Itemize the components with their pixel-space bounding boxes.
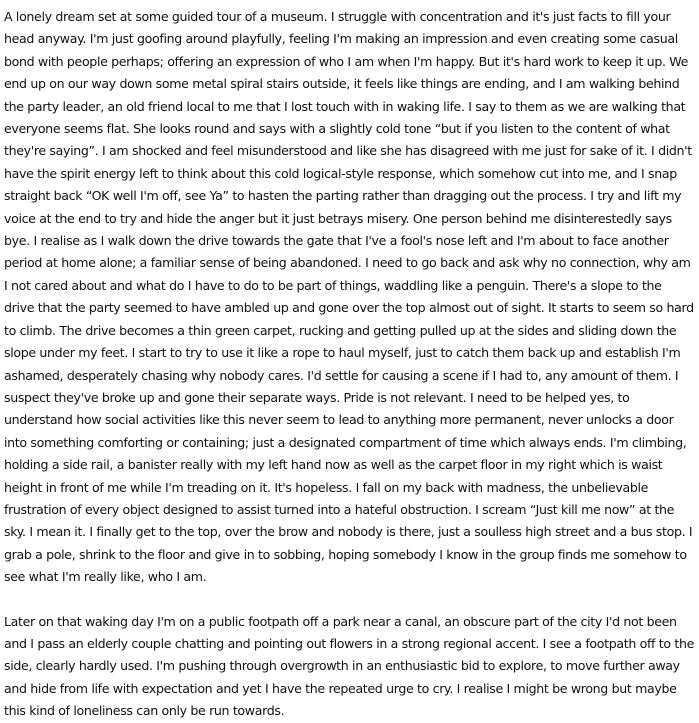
- paragraph-dream: A lonely dream set at some guided tour of a museum. I struggle with concentration and it's just facts to fill your head anyway. I'm just goofing around playfully, feeling I'm making an impression and even creating some casual bond with people perhaps; offering an expression of who I am when I'm happy. But it's hard work to keep it up. We end up on our way down some metal spiral stairs outside, it feels like things are ending, and I am walking behind the party leader, an old friend local to me that I lost touch with in waking life. I say to them as we are walking that everyone seems flat. She looks round and says with a slightly cold tone “but if you listen to the content of what they're saying”. I am shocked and feel misunderstood and like she has disagreed with me just for sake of it. I didn't have the spirit energy left to think about this cold logical-style response, which somehow cut into me, and I snap straight back “OK well I'm off, see Ya” to hasten the parting rather than dragging out the process. I try and lift my voice at the end to try and hide the anger but it just betrays misery. One person behind me disinterestedly says bye. I realise as I walk down the drive towards the gate that I've a fool's nose left and I'm about to face another period at home alone; a familiar sense of being abandoned. I need to go back and ask why no connection, why am I not cared about and what do I have to do to be part of things, waddling like a penguin. There's a slope to the drive that the party seemed to have ambled up and gone over the top almost out of sight. It starts to seem so hard to climb. The drive becomes a thin green carpet, rucking and getting pulled up at the sides and sliding down the slope under my feet. I start to try to use it like a rope to haul myself, just to catch them back up and establish I'm ashamed, desperately chasing why nobody cares. I'd settle for causing a scene if I had to, any amount of them. I suspect they've broke up and gone their separate ways. Pride is not relevant. I need to be helped yes, to understand how social activities like this never seem to lead to anything more permanent, never unlocks a door into something comforting or containing; just a designated compartment of time which always ends. I'm climbing, holding a side rail, a banister really with my left hand now as well as the carpet floor in my right which is waist height in front of me while I'm treading on it. It's hopeless. I fall on my back with madness, the unbelievable frustration of every object designed to assist turned into a hateful obstruction. I scream “Just kill me now” at the sky. I mean it. I finally get to the top, over the brow and nobody is there, just a soulless high street and a bus stop. I grab a pole, shrink to the floor and give in to sobbing, hoping somebody I know in the group finds me somehow to see what I'm really like, who I am.: [4, 9, 694, 585]
- paragraph-waking-day: Later on that waking day I'm on a public footpath off a park near a canal, an obscure part of the city I'd not been and I pass an elderly couple chatting and pointing out flowers in a strong regional accent. I see a footpath off to the side, clearly hardly used. I'm pushing through overgrowth in an enthusiastic bid to explore, to move further away and hide from life with expectation and yet I have the repeated urge to cry. I realise I might be wrong but maybe this kind of loneliness can only be run towards.: [4, 613, 694, 719]
- document-body: [4, 6, 695, 723]
